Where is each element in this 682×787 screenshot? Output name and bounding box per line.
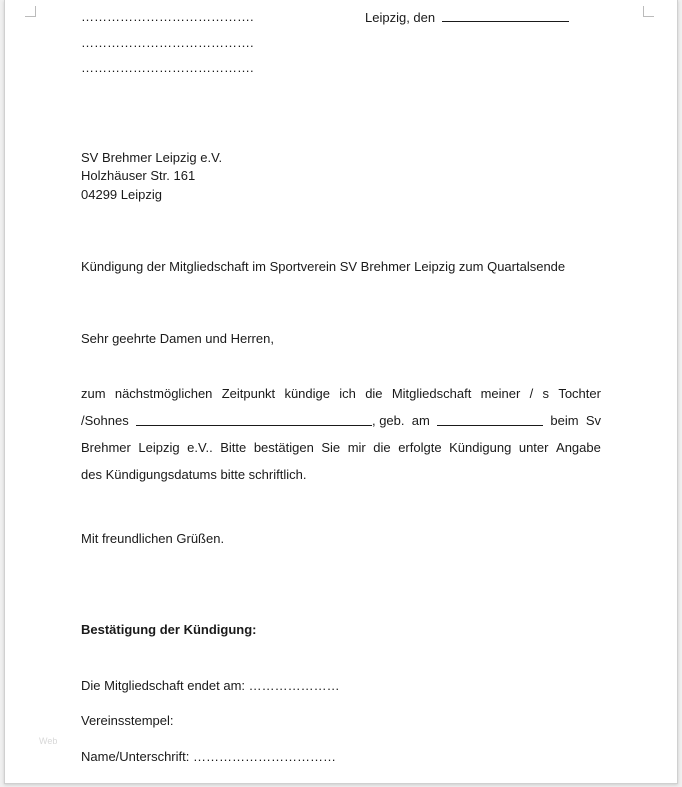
body-word: / [529,386,534,401]
sender-line-2: …………………………………. [81,35,254,50]
body-word: Bitte [220,440,247,455]
body-word: nächstmöglichen [114,386,213,401]
crop-mark-top-left [25,6,36,17]
body-line-4: des Kündigungsdatums bitte schriftlich. [81,467,307,482]
body-word: ich [339,386,356,401]
crop-mark-top-right [643,6,654,17]
body-line-3 [81,440,601,456]
membership-end-value: ………………… [248,678,340,693]
sender-line-1: …………………………………. [81,9,254,24]
date-blank [442,9,569,22]
body-word: bestätigen [253,440,314,455]
child-name-blank [136,413,372,426]
body-word: Leipzig [138,440,180,455]
body-word: unter [518,440,549,455]
signature-label: Name/Unterschrift: [81,749,190,764]
membership-end-label: Die Mitgliedschaft endet am: [81,678,246,693]
body-word: erfolgte [398,440,442,455]
document-page [4,0,678,784]
birth-am: am [411,413,430,428]
stamp-label: Vereinsstempel: [81,713,174,728]
signature-row [81,749,336,765]
date-field [365,9,569,26]
child-name-segment [136,413,405,429]
watermark: Web [39,736,58,746]
birth-label: , geb. [371,413,405,428]
body-word: s [542,386,550,401]
date-label: Leipzig, den [365,10,436,25]
body-word: Mitgliedschaft [391,386,472,401]
recipient-street: Holzhäuser Str. 161 [81,168,196,183]
body-word: mir [347,440,366,455]
body-word: Angabe [556,440,601,455]
body-word: Sie [321,440,341,455]
recipient-name: SV Brehmer Leipzig e.V. [81,150,223,165]
body-word: kündige [284,386,330,401]
membership-end-row [81,678,340,694]
body-word: Sv [585,413,601,428]
body-word: meiner [480,386,521,401]
body-word: Brehmer [81,440,131,455]
child-prefix: /Sohnes [81,413,129,428]
body-line-1 [81,386,601,402]
body-word: Zeitpunkt [221,386,276,401]
signature-value: …………………………… [193,749,336,764]
body-line-2 [81,413,601,429]
body-word: e.V.. [187,440,213,455]
sender-line-3: …………………………………. [81,60,254,75]
body-word: zum [81,386,106,401]
subject-line: Kündigung der Mitgliedschaft im Sportverein SV Brehmer Leipzig zum Quartalsende [81,259,566,274]
body-word: Kündigung [449,440,512,455]
body-word: Tochter [558,386,601,401]
closing: Mit freundlichen Grüßen. [81,531,225,546]
confirmation-heading: Bestätigung der Kündigung: [81,622,257,637]
body-word: die [373,440,391,455]
birth-date-blank [437,413,543,426]
recipient-city: 04299 Leipzig [81,187,162,202]
body-word: die [365,386,383,401]
salutation: Sehr geehrte Damen und Herren, [81,331,274,346]
body-word: beim [550,413,579,428]
